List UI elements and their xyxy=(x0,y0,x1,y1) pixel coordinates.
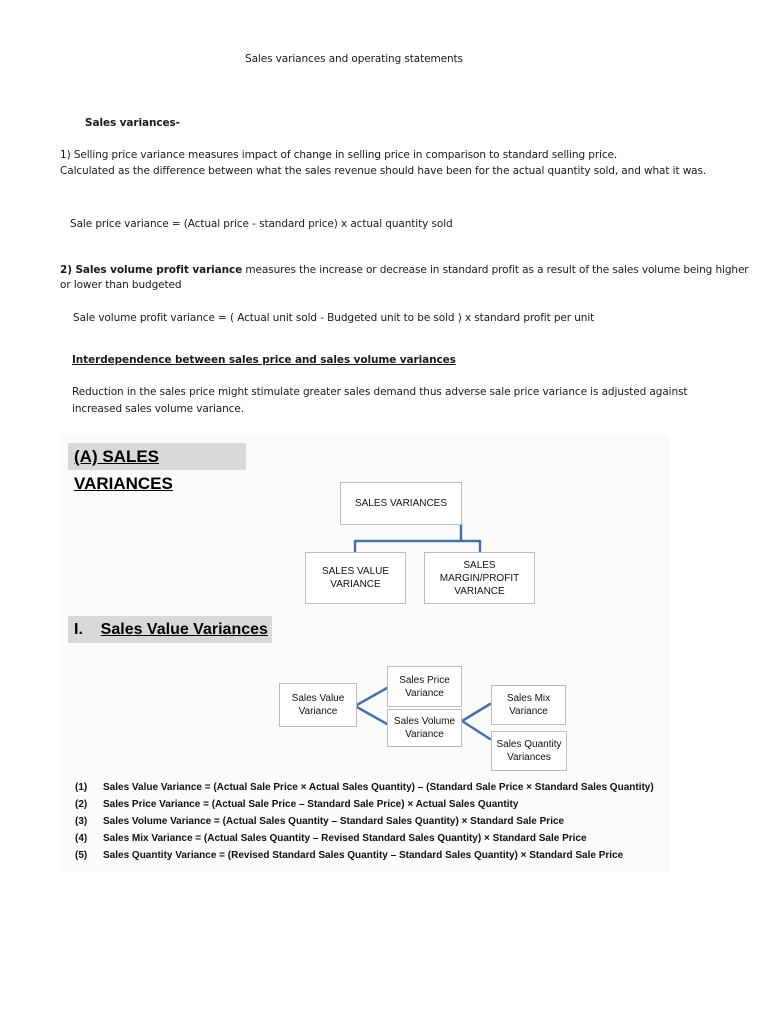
label-line: SALES xyxy=(463,559,496,571)
formula-number: (5) xyxy=(75,850,88,861)
section-heading-sales-variances: Sales variances- xyxy=(85,117,180,129)
box-sales-price-variance xyxy=(387,666,462,707)
label-line: Variance xyxy=(509,706,548,717)
interdependence-heading: Interdependence between sales price and sales volume variances xyxy=(72,354,456,366)
sale-volume-profit-variance-formula: Sale volume profit variance = ( Actual unit sold - Budgeted unit to be sold ) x standard profit per unit xyxy=(73,312,595,324)
label-line: Variance xyxy=(298,706,338,717)
formula-text: Sales Quantity Variance = (Revised Standard Sales Quantity – Standard Sales Quantity) × Standard Sale Price xyxy=(103,850,624,861)
box-sales-value-variance-label xyxy=(322,565,389,591)
header-a-text: (A) SALES VARIANCES xyxy=(74,447,173,493)
document-title: Sales variances and operating statements xyxy=(245,53,463,65)
formula-number: (3) xyxy=(75,816,88,827)
formula-number: (2) xyxy=(75,799,88,810)
formula-number: (1) xyxy=(75,782,88,793)
label-line: VARIANCE xyxy=(454,585,505,597)
label-line: MARGIN/PROFIT xyxy=(439,572,520,584)
label-line: Sales Value xyxy=(291,693,345,704)
box-sales-variances-label: SALES VARIANCES xyxy=(354,498,448,509)
label-line: Sales Mix xyxy=(506,693,551,704)
paragraph-2-rest: measures the increase or decrease in standard profit as a result of the sales volume being higher xyxy=(242,264,749,276)
label-line: Sales Volume xyxy=(393,716,456,727)
label-line: Sales Quantity xyxy=(496,739,562,750)
box-sales-margin-profit-variance-label xyxy=(440,559,519,598)
interdependence-line-1: Reduction in the sales price might stimulate greater sales demand thus adverse sale price variance is adjusted against xyxy=(72,386,688,398)
box-sales-margin-profit-variance xyxy=(424,552,535,604)
formula-text: Sales Price Variance = (Actual Sale Price – Standard Sale Price) × Actual Sales Quantity xyxy=(103,799,519,810)
formula-row xyxy=(75,830,654,847)
box-sales-mix-variance xyxy=(491,685,566,725)
label-line: VARIANCE xyxy=(330,579,381,590)
box-sales-value-variance-2 xyxy=(279,683,357,727)
box-sales-quantity-variances xyxy=(491,731,567,771)
formula-text: Sales Value Variance = (Actual Sale Price × Actual Sales Quantity) – (Standard Sale Price × Standard Sales Quantity) xyxy=(103,782,654,793)
variance-formulas-list xyxy=(75,779,654,864)
sales-variances-figure xyxy=(60,434,670,872)
formula-row xyxy=(75,779,654,796)
box-sales-value-variance-2-label xyxy=(292,692,345,718)
label-line: Sales Price xyxy=(399,674,450,686)
formula-row xyxy=(75,847,654,864)
paragraph-1-line-1: 1) Selling price variance measures impact of change in selling price in comparison to standard selling price. xyxy=(60,149,618,161)
box-sales-value-variance xyxy=(305,552,406,604)
box-sales-volume-variance-label xyxy=(394,715,455,741)
box-sales-volume-variance xyxy=(387,709,462,747)
paragraph-2-line-2: or lower than budgeted xyxy=(60,279,182,291)
header-i-sales-value-variances xyxy=(68,616,272,643)
box-sales-variances xyxy=(340,482,462,525)
formula-text: Sales Mix Variance = (Actual Sales Quantity – Revised Standard Sales Quantity) × Standard Sale Price xyxy=(103,833,587,844)
paragraph-2-bold-lead: 2) Sales volume profit variance xyxy=(60,264,243,276)
formula-row xyxy=(75,813,654,830)
box-sales-mix-variance-label xyxy=(507,692,550,718)
formula-number: (4) xyxy=(75,833,88,844)
header-i-text: Sales Value Variances xyxy=(100,621,268,638)
label-line: SALES VALUE xyxy=(321,566,390,577)
box-sales-price-variance-label xyxy=(399,674,450,700)
label-line: Variance xyxy=(405,687,444,699)
paragraph-2-line-1 xyxy=(60,263,749,277)
header-i-number: I. xyxy=(74,621,83,638)
formula-text: Sales Volume Variance = (Actual Sales Quantity – Standard Sales Quantity) × Standard Sale Price xyxy=(103,816,565,827)
formula-row xyxy=(75,796,654,813)
interdependence-line-2: increased sales volume variance. xyxy=(72,403,244,415)
label-line: Variance xyxy=(405,729,444,740)
box-sales-quantity-variances-label xyxy=(496,738,561,764)
sale-price-variance-formula: Sale price variance = (Actual price - standard price) x actual quantity sold xyxy=(70,218,453,230)
label-line: Variances xyxy=(507,752,551,763)
paragraph-1-line-2: Calculated as the difference between what the sales revenue should have been for the actual quantity sold, and what it was. xyxy=(60,165,707,177)
